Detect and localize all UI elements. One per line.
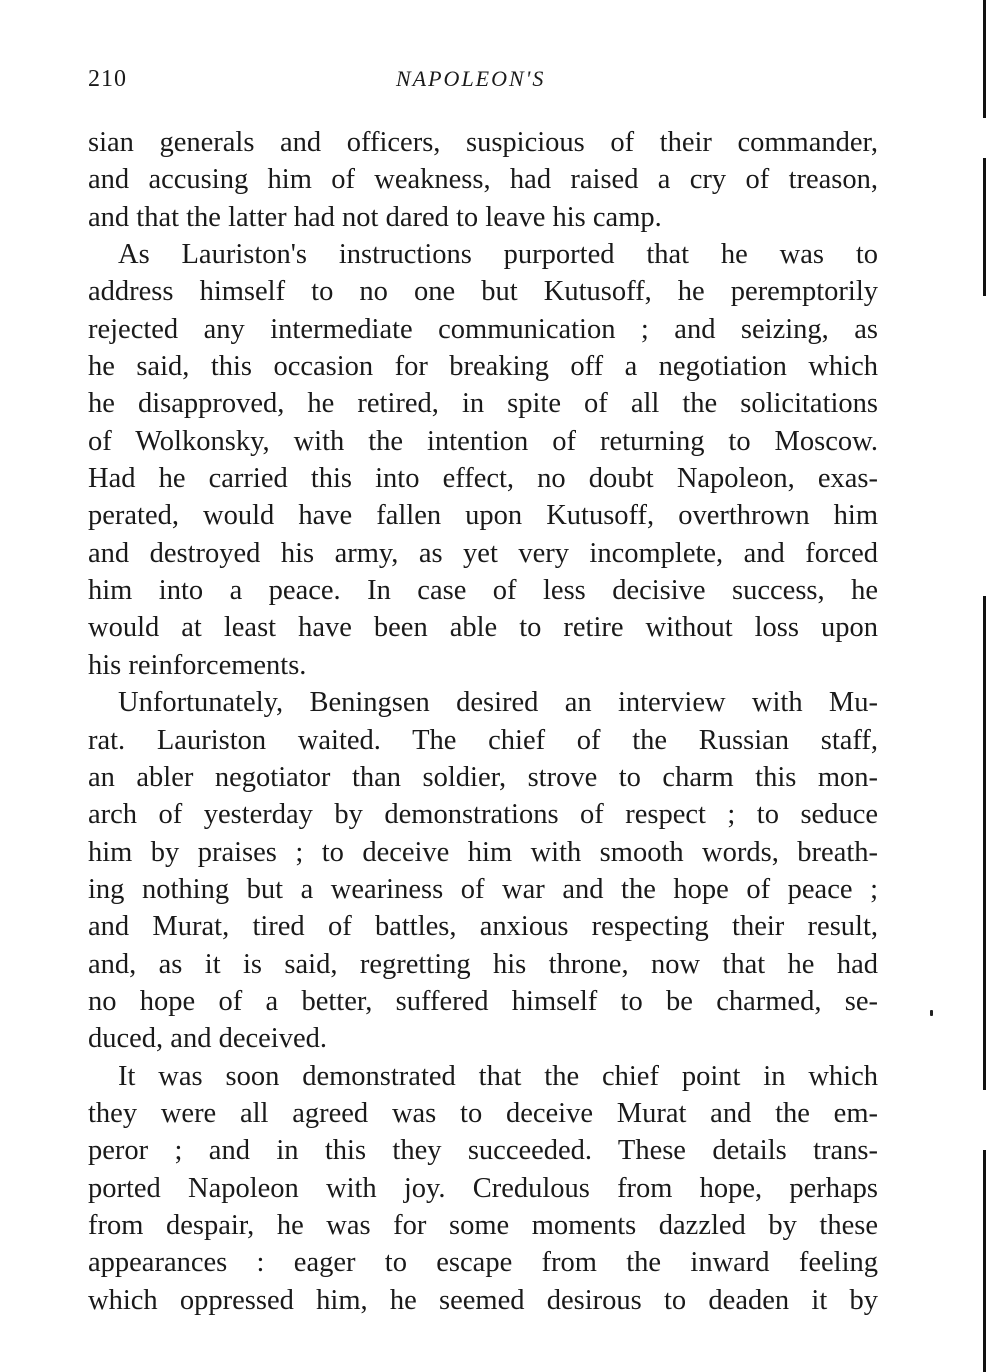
paragraph-1	[88, 124, 878, 236]
text-line: he said, this occasion for breaking off a negotiation which	[88, 351, 878, 383]
text-line: which oppressed him, he seemed desirous to deaden it by	[88, 1284, 878, 1316]
body-text	[88, 124, 878, 1319]
text-line: As Lauriston's instructions purported that he was to	[118, 239, 878, 271]
running-head	[88, 66, 878, 98]
text-line: his reinforcements.	[88, 649, 307, 681]
paragraph-3	[88, 684, 878, 1057]
text-line: they were all agreed was to deceive Murat and the em-	[88, 1097, 878, 1129]
text-line: him by praises ; to deceive him with smooth words, breath-	[88, 836, 878, 868]
paragraph-2	[88, 236, 878, 684]
text-line: appearances : eager to escape from the inward feeling	[88, 1247, 878, 1279]
text-line: from despair, he was for some moments dazzled by these	[88, 1209, 878, 1241]
text-line: rejected any intermediate communication ; and seizing, as	[88, 313, 878, 345]
text-line: and destroyed his army, as yet very incomplete, and forced	[88, 537, 878, 569]
text-line: Unfortunately, Beningsen desired an interview with Mu-	[118, 687, 878, 719]
text-line: It was soon demonstrated that the chief point in which	[118, 1060, 878, 1092]
scan-edge-gap	[982, 1090, 988, 1150]
text-line: ported Napoleon with joy. Credulous from hope, perhaps	[88, 1172, 878, 1204]
text-line: sian generals and officers, suspicious of their commander,	[88, 127, 878, 158]
text-line: would at least have been able to retire without loss upon	[88, 612, 878, 644]
paragraph-4	[88, 1058, 878, 1319]
text-line: an abler negotiator than soldier, strove to charm this mon-	[88, 761, 878, 793]
text-line: him into a peace. In case of less decisive success, he	[88, 575, 878, 607]
scan-edge-line	[983, 0, 986, 1372]
scan-edge-gap	[982, 296, 988, 596]
text-line: arch of yesterday by demonstrations of respect ; to seduce	[88, 799, 878, 831]
text-line: and, as it is said, regretting his throne, now that he had	[88, 948, 878, 980]
page-number: 210	[88, 66, 127, 92]
text-line: rat. Lauriston waited. The chief of the Russian staff,	[88, 724, 878, 756]
text-line: perated, would have fallen upon Kutusoff, overthrown him	[88, 500, 878, 532]
text-line: duced, and deceived.	[88, 1023, 327, 1055]
running-title: NAPOLEON'S	[396, 66, 546, 91]
text-line: Had he carried this into effect, no doubt Napoleon, exas-	[88, 463, 878, 495]
text-line: and that the latter had not dared to leave his camp.	[88, 201, 662, 233]
text-line: peror ; and in this they succeeded. These details trans-	[88, 1135, 878, 1167]
ink-speck	[930, 1010, 933, 1016]
text-line: of Wolkonsky, with the intention of returning to Moscow.	[88, 425, 878, 457]
text-line: and accusing him of weakness, had raised a cry of treason,	[88, 164, 878, 196]
text-line: address himself to no one but Kutusoff, he peremptorily	[88, 276, 878, 308]
text-line: he disapproved, he retired, in spite of all the solicitations	[88, 388, 878, 420]
text-line: and Murat, tired of battles, anxious respecting their result,	[88, 911, 878, 943]
text-line: no hope of a better, suffered himself to be charmed, se-	[88, 985, 878, 1017]
text-line: ing nothing but a weariness of war and the hope of peace ;	[88, 873, 878, 905]
scan-edge-gap	[982, 118, 988, 158]
